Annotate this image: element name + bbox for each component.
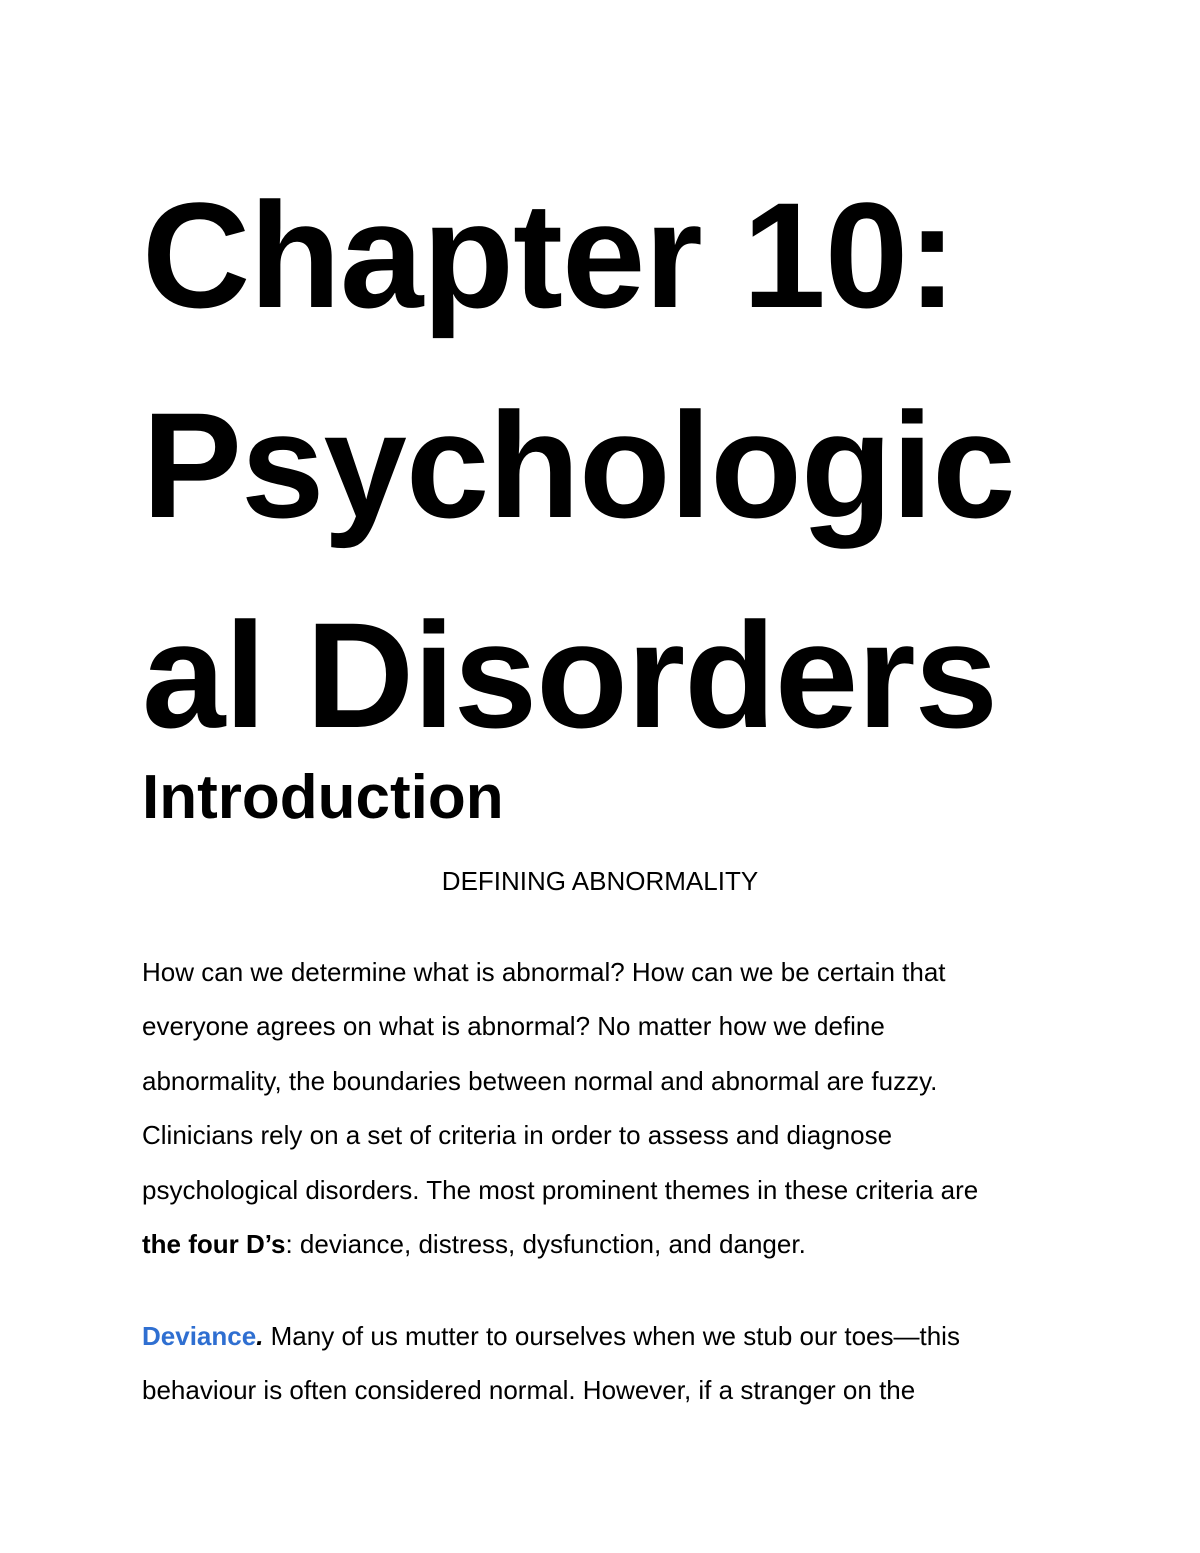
paragraph-line: Clinicians rely on a set of criteria in order to assess and diagnose	[142, 1120, 893, 1151]
chapter-title-line-1: Chapter 10:	[142, 171, 957, 339]
four-ds-emphasis: the four D’s	[142, 1229, 286, 1260]
term-deviance: Deviance	[142, 1321, 257, 1351]
paragraph-line: psychological disorders. The most prominent themes in these criteria are	[142, 1174, 979, 1205]
paragraph-line: everyone agrees on what is abnormal? No matter how we define	[142, 1011, 885, 1042]
four-ds-list: : deviance, distress, dysfunction, and danger.	[285, 1229, 806, 1260]
subheading-defining-abnormality: DEFINING ABNORMALITY	[441, 866, 759, 896]
term-punctuation: .	[256, 1321, 264, 1351]
chapter-title-line-3: al Disorders	[142, 591, 998, 759]
paragraph-line: behaviour is often considered normal. However, if a stranger on the	[142, 1375, 916, 1406]
paragraph-line	[142, 1217, 1102, 1271]
chapter-title	[142, 150, 1062, 780]
paragraph-line	[142, 1309, 1102, 1363]
chapter-title-line-2: Psychologic	[142, 381, 1015, 549]
deviance-text: Many of us mutter to ourselves when we stub our toes—this	[263, 1321, 960, 1351]
paragraph-defining-abnormality	[142, 945, 1102, 1271]
paragraph-line: abnormality, the boundaries between normal and abnormal are fuzzy.	[142, 1065, 938, 1096]
paragraph-line: How can we determine what is abnormal? How can we be certain that	[142, 957, 946, 987]
section-heading-introduction: Introduction	[142, 763, 504, 832]
paragraph-deviance	[142, 1309, 1102, 1418]
